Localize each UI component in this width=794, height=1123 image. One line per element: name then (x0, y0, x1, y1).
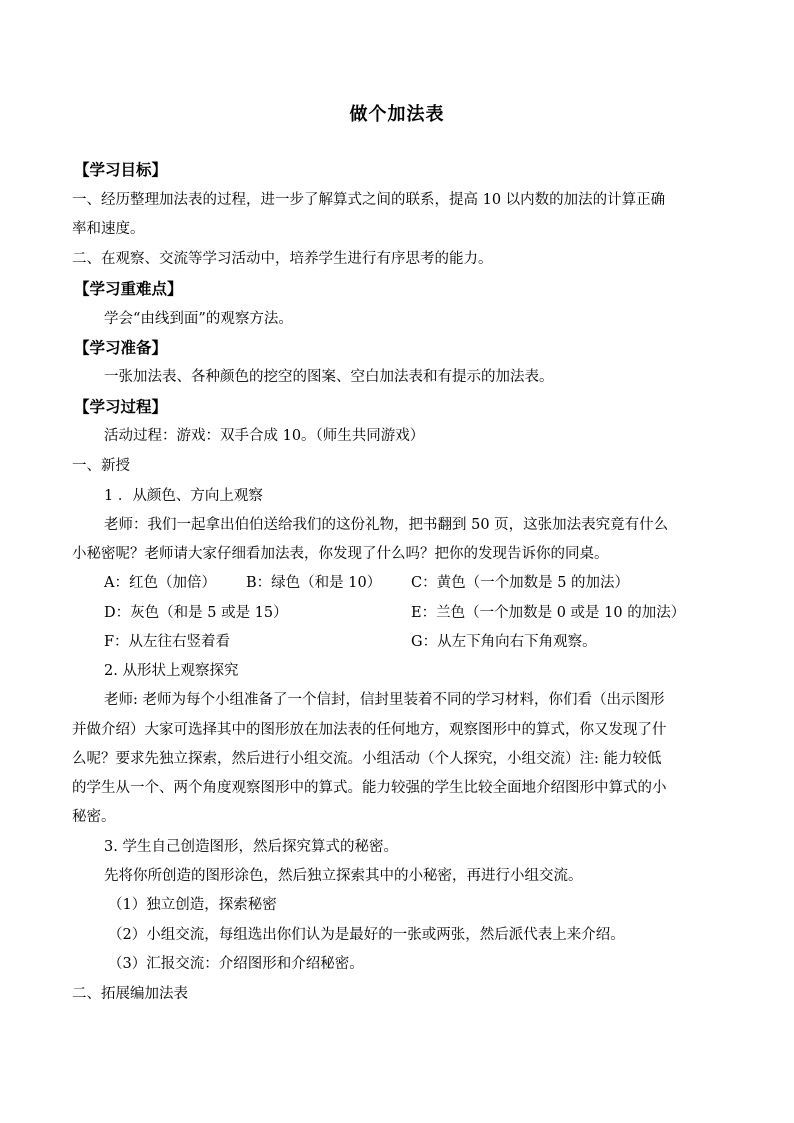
key-text: 学会“由线到面”的观察方法。 (104, 311, 293, 327)
prep-text: 一张加法表、各种颜色的挖空的图案、空白加法表和有提示的加法表。 (104, 369, 554, 385)
option-b: B：绿色（和是 10） (246, 575, 382, 591)
option-f: F：从左往右竖着看 (104, 634, 231, 650)
step2-line4: 的学生从一个、两个角度观察图形中的算式。能力较强的学生比较全面地介绍图形中算式的小 (72, 780, 667, 796)
prep-heading: 【学习准备】 (74, 338, 168, 357)
step1-title: 1 ．从颜色、方向上观察 (104, 488, 263, 504)
option-c: C：黄色（一个加数是 5 的加法） (411, 575, 630, 591)
step3-text: 先将你所创造的图形涂色，然后独立探索其中的小秘密，再进行小组交流。 (104, 868, 583, 884)
option-e: E：兰色（一个加数是 0 或是 10 的加法） (411, 605, 686, 621)
extend-heading: 二、拓展编加法表 (72, 986, 188, 1002)
document-title: 做个加法表 (349, 104, 445, 125)
sub-item-2: （2）小组交流，每组选出你们认为是最好的一张或两张，然后派代表上来介绍。 (108, 927, 625, 943)
step1-para-line1: 老师：我们一起拿出伯伯送给我们的这份礼物，把书翻到 50 页，这张加法表究竟有什么 (104, 517, 669, 533)
goal1-line2: 率和速度。 (72, 221, 145, 237)
step2-line2: 并做介绍）大家可选择其中的图形放在加法表的任何地方，观察图形中的算式，你又发现了什 (72, 722, 667, 738)
option-g: G：从左下角向右下角观察。 (411, 634, 597, 650)
goal2: 二、在观察、交流等学习活动中，培养学生进行有序思考的能力。 (72, 251, 493, 267)
step2-title: 2. 从形状上观察探究 (104, 663, 239, 679)
goals-heading: 【学习目标】 (74, 160, 168, 179)
option-d: D：灰色（和是 5 或是 15） (104, 605, 288, 621)
step2-line3: 么呢？要求先独立探索，然后进行小组交流。小组活动（个人探究，小组交流）注: 能力较低 (72, 751, 662, 767)
step3-title: 3. 学生自己创造图形，然后探究算式的秘密。 (104, 839, 398, 855)
sub-item-3: （3）汇报交流：介绍图形和介绍秘密。 (108, 956, 364, 972)
process-heading: 【学习过程】 (74, 397, 168, 416)
step2-line1: 老师: 老师为每个小组准备了一个信封，信封里装着不同的学习材料，你们看（出示图形 (104, 692, 665, 708)
key-heading: 【学习重难点】 (74, 279, 183, 298)
step2-line5: 秘密。 (72, 809, 116, 825)
option-a: A：红色（加倍） (104, 575, 216, 591)
sub-item-1: （1）独立创造，探索秘密 (108, 897, 277, 913)
activity-text: 活动过程：游戏：双手合成 10。（师生共同游戏） (104, 428, 425, 444)
goal1-line1: 一、经历整理加法表的过程，进一步了解算式之间的联系，提高 10 以内数的加法的计算正确 (72, 192, 666, 208)
step1-para-line2: 小秘密呢？老师请大家仔细看加法表，你发现了什么吗？把你的发现告诉你的同桌。 (72, 546, 609, 562)
new-lesson-heading: 一、新授 (72, 458, 130, 474)
